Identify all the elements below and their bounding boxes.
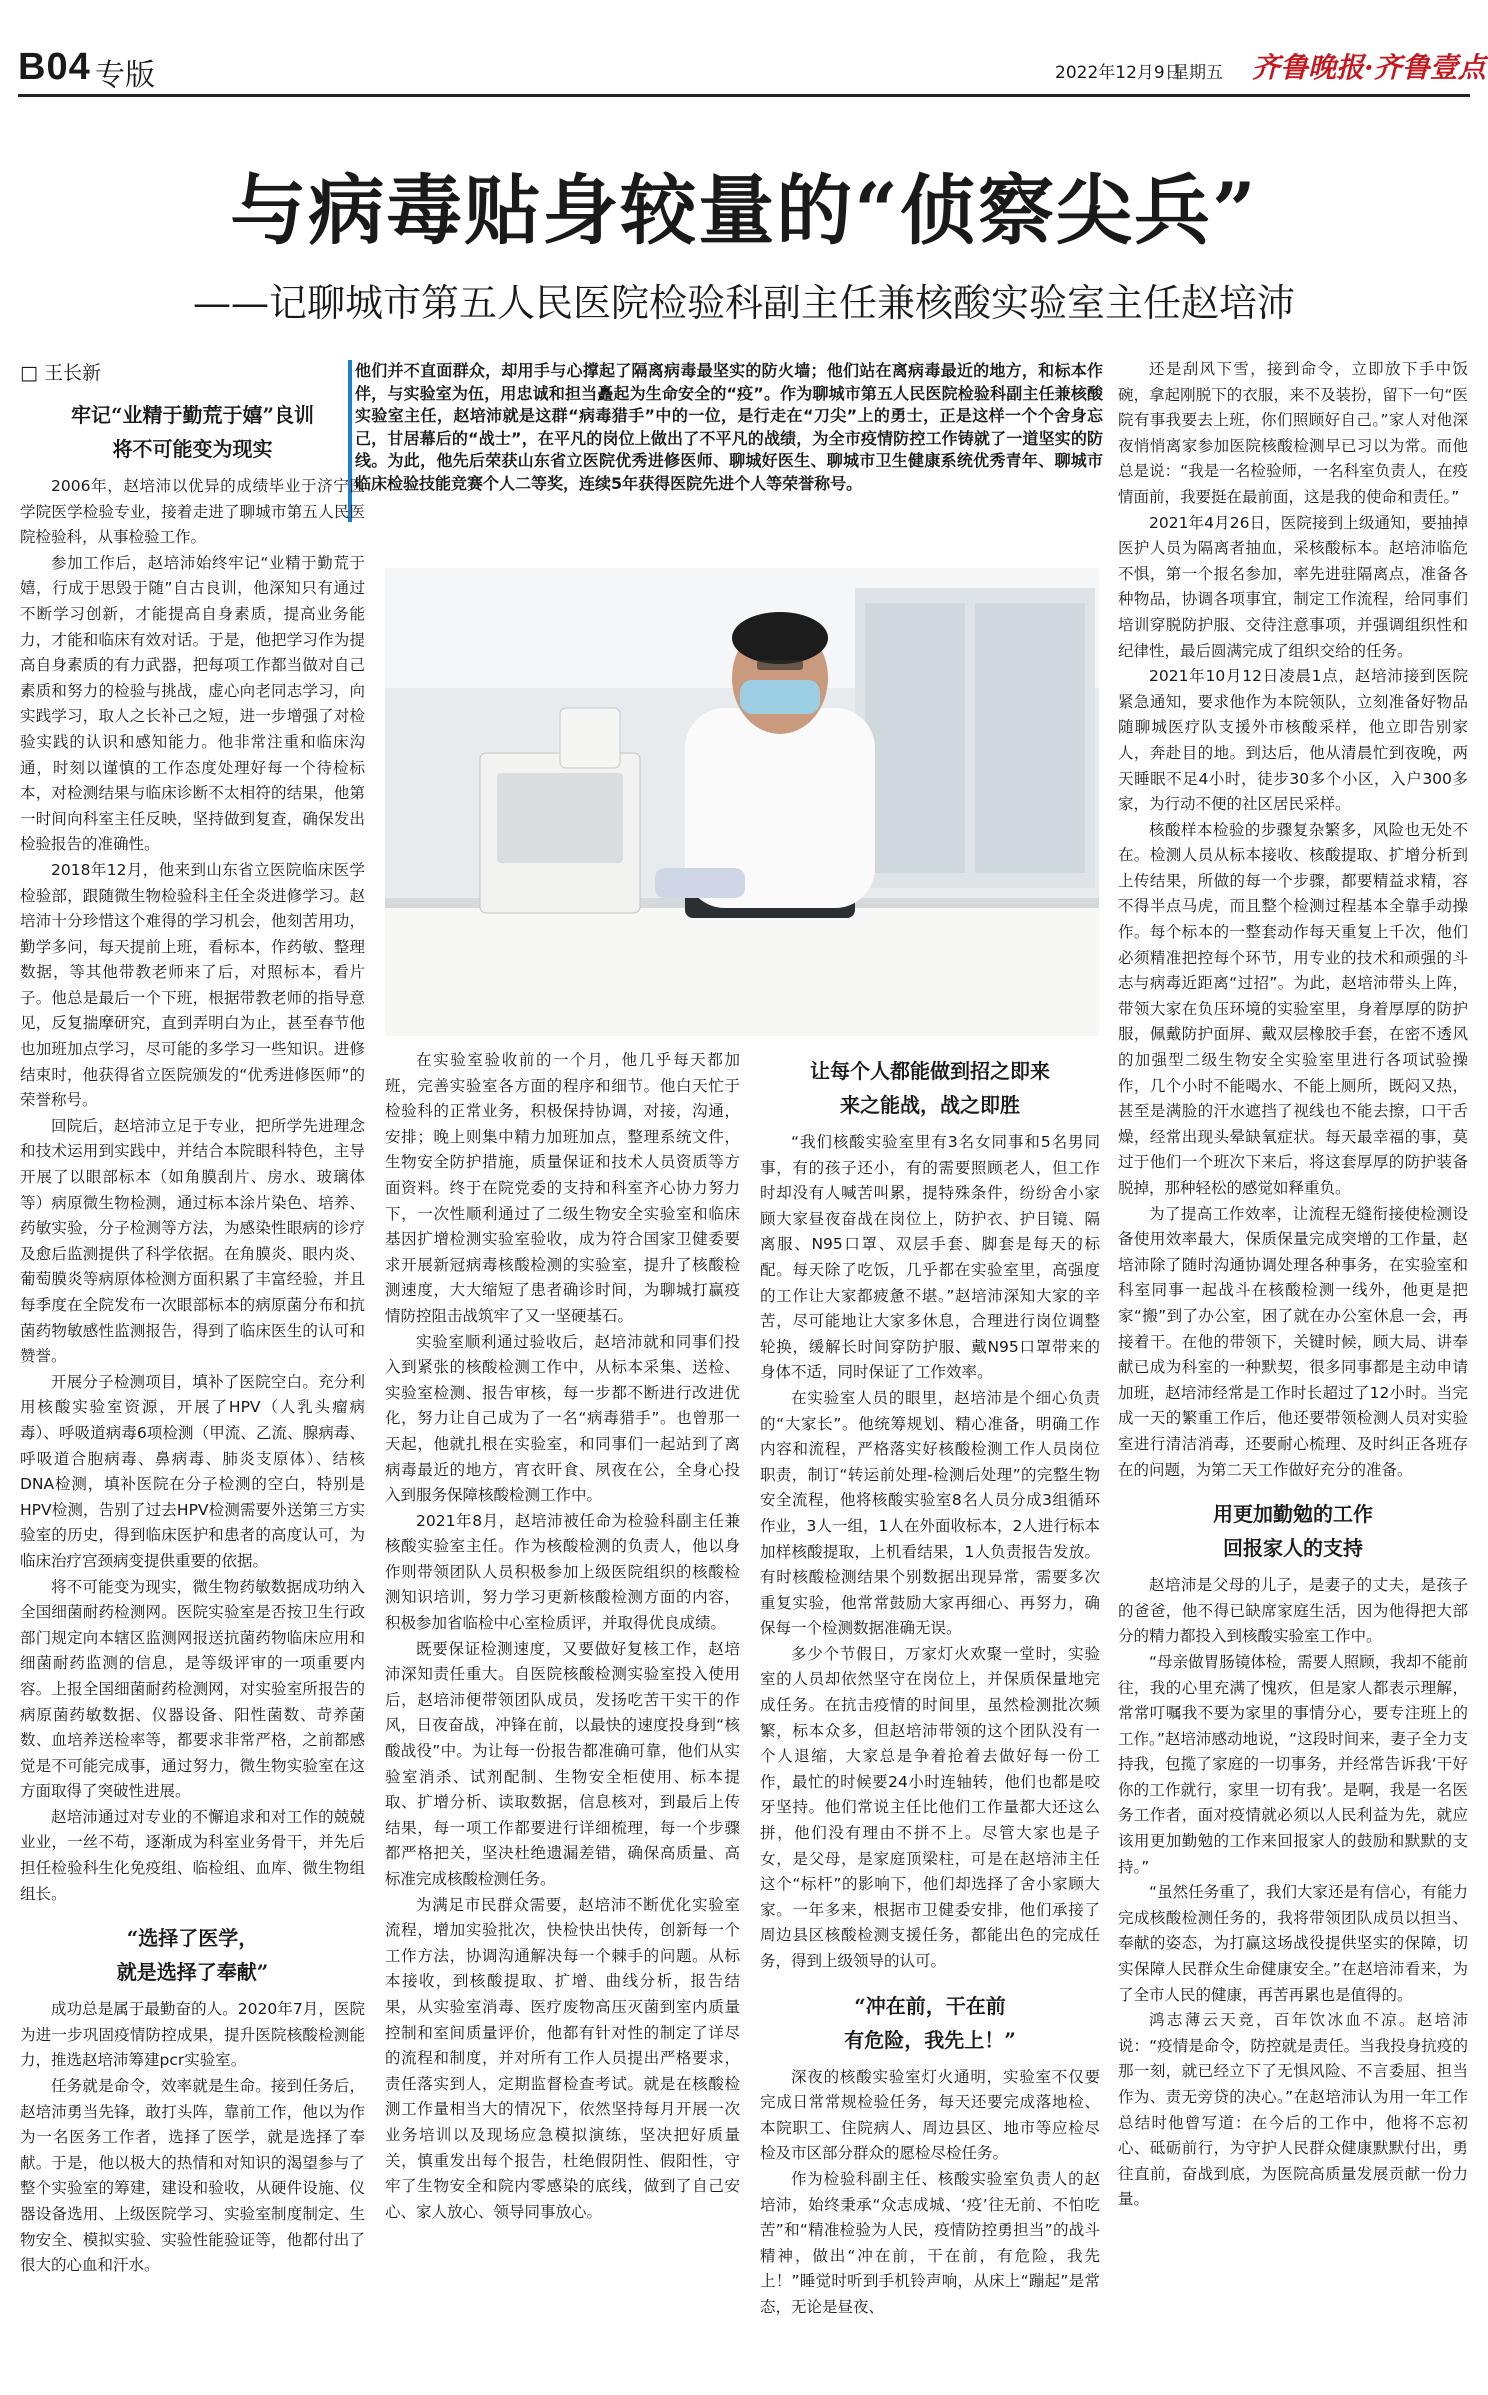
subheading-4: “冲在前，干在前 有危险，我先上！” [844,1993,1016,2052]
paragraph: 还是刮风下雪，接到命令，立即放下手中饭碗，拿起刚脱下的衣服，来不及装扮，留下一句“医院有事我要去上班，你们照顾好自己。”家人对他深夜悄悄离家参加医院核酸检测早已习以为常。而他总是说：“我是一名检验师，一名科室负责人，在疫情面前，我要挺在最前面，这是我的使命和责任。” [1118,360,1468,506]
article-title: 与病毒贴身较量的“侦察尖兵” [230,166,1258,255]
paragraph: 鸿志薄云天竞，百年饮冰血不凉。赵培沛说：“疫情是命令，防控就是责任。当我投身抗疫的那一刻，就已经立下了无惧风险、不言委屈、担当作为、责无旁贷的决心。”在赵培沛认为用一年工作总结时他曾写道：在今后的工作中，他将不忘初心、砥砺前行，为守护人民群众健康默默付出，勇往直前，奋战到底，为医院高质量发展贡献一份力量。 [1118,2011,1468,2209]
column-2-body [385,1048,740,2225]
paragraph: 实验室顺利通过验收后，赵培沛就和同事们投入到紧张的核酸检测工作中，从标本采集、送检、实验室检测、报告审核，每一步都不断进行改进优化，努力让自己成为了一名“病毒猎手”。也曾那一天起，他就扎根在实验室，和同事们一起站到了离病毒最近的地方，宵衣旰食、夙夜在公，全身心投入到服务保障核酸检测工作中。 [385,1332,740,1505]
paragraph: 深夜的核酸实验室灯火通明，实验室不仅要完成日常常规检验任务，每天还要完成落地检、本院职工、住院病人、周边县区、地市等应检尽检及市区部分群众的愿检尽检任务。 [760,2067,1100,2163]
paragraph: 赵培沛是父母的儿子，是妻子的丈夫，是孩子的爸爸，他不得已缺席家庭生活，因为他得把大部分的精力都投入到核酸实验室工作中。 [1118,1576,1468,1646]
paragraph: 2018年12月，他来到山东省立医院临床医学检验部，跟随微生物检验科主任全炎进修学习。赵培沛十分珍惜这个难得的学习机会，他刻苦用功，勤学多问，每天提前上班，看标本，作药敏、整理数据，等其他带教老师来了后，对照标本，看片子。他总是最后一个下班，根据带教老师的指导意见，反复揣摩研究，直到弄明白为止，甚至春节他也加班加点学习，尽可能的多学习一些知识。进修结束时，他获得省立医院颁发的“优秀进修医师”的荣誉称号。 [20,860,365,1110]
paragraph: 成功总是属于最勤奋的人。2020年7月，医院为进一步巩固疫情防控成果，提升医院核酸检测能力，推选赵培沛筹建pcr实验室。 [20,2000,365,2070]
issue-weekday: 星期五 [1172,63,1223,83]
column-3-body [760,1130,1100,1975]
header-rule [18,94,1470,97]
lead-paragraph: 他们并不直面群众，却用手与心撑起了隔离病毒最坚实的防火墙；他们站在离病毒最近的地方，和标本作伴，与实验室为伍，用忠诚和担当矗起为生命安全的“疫”。作为聊城市第五人民医院检验科副主任兼核酸实验室主任，赵培沛就是这群“病毒猎手”中的一位，是行走在“刀尖”上的勇士，正是这样一个个舍身忘己，甘居幕后的“战士”，在平凡的岗位上做出了不平凡的战绩，为全市疫情防控工作铸就了一道坚实的防线。为此，他先后荣获山东省立医院优秀进修医师、聊城好医生、聊城市卫生健康系统优秀青年、聊城市临床检验技能竞赛个人二等奖，连续5年获得医院先进个人等荣誉称号。 [355,361,1103,493]
paragraph: 2021年4月26日，医院接到上级通知，要抽掉医护人员为隔离者抽血，采核酸标本。赵培沛临危不惧，第一个报名参加，率先进驻隔离点，准备各种物品，协调各项事宜，制定工作流程，给同事们培训穿脱防护服、交待注意事项，并强调组织性和纪律性，最后圆满完成了组织交给的任务。 [1118,513,1468,660]
paragraph: 既要保证检测速度，又要做好复核工作，赵培沛深知责任重大。自医院核酸检测实验室投入使用后，赵培沛便带领团队成员，发扬吃苦干实干的作风，日夜奋战，冲锋在前，以最快的速度投身到“核酸战役”中。为让每一份报告都准确可靠，他们从实验室消杀、试剂配制、生物安全柜使用、标本提取、扩增分析、读取数据，信息核对，到最后上传结果，每一项工作都要进行详细梳理，每一个步骤都严格把关，坚决杜绝遗漏差错，确保高质量、高标准完成核酸检测任务。 [385,1639,740,1888]
paragraph: “我们核酸实验室里有3名女同事和5名男同事，有的孩子还小，有的需要照顾老人，但工作时却没有人喊苦叫累，提特殊条件，纷纷舍小家顾大家昼夜奋战在岗位上，防护衣、护目镜、隔离服、N95口罩、双层手套、脚套是每天的标配。每天除了吃饭，几乎都在实验室里，高强度的工作让大家都疲惫不堪。”赵培沛深知大家的辛苦，尽可能地让大家多休息，合理进行岗位调整轮换，缓解长时间穿防护服、戴N95口罩带来的身体不适，同时保证了工作效率。 [760,1133,1100,1382]
paragraph: 多少个节假日，万家灯火欢聚一堂时，实验室的人员却依然坚守在岗位上，并保质保量地完成任务。在抗击疫情的时间里，虽然检测批次频繁，标本众多，但赵培沛带领的这个团队没有一个人退缩，大家总是争着抢着去做好每一份工作，最忙的时候要24小时连轴转，他们也都是咬牙坚持。他们常说主任比他们工作量都大还这么拼，他们没有理由不拼不上。尽管大家也是子女，是父母，是家庭顶梁柱，可是在赵培沛主任这个“标杆”的影响下，他们却选择了舍小家顾大家。一年多来，根据市卫健委安排，他们承接了周边县区核酸检测支援任务，都能出色的完成任务，得到上级领导的认可。 [760,1644,1100,1970]
section-label: 专版 [95,58,155,93]
paragraph: 为了提高工作效率，让流程无缝衔接使检测设备使用效率最大，保质保量完成突增的工作量，赵培沛除了随时沟通协调处理各种事务，在实验室和科室同事一起战斗在核酸检测一线外，他更是把家“搬”到了办公室，困了就在办公室休息一会，再接着干。在他的带领下，关键时候，顾大局、讲奉献已成为科室的一种默契，很多同事都是主动申请加班，赵培沛经常是工作时长超过了12小时。当完成一天的繁重工作后，他还要带领检测人员对实验室进行清洁消毒，还要耐心梳理、及时纠正各班存在的问题，为第二天工作做好充分的准备。 [1118,1204,1468,1479]
subheading-3: 让每个人都能做到招之即来 来之能战，战之即胜 [810,1059,1050,1117]
paragraph: 2021年10月12日凌晨1点，赵培沛接到医院紧急通知，要求他作为本院领队，立刻准备好物品随聊城医疗队支援外市核酸采样，他立即告别家人，奔赴目的地。到达后，他从清晨忙到夜晚，两天睡眠不足4小时，徒步30多个小区，入户300多家，为行动不便的社区居民采样。 [1118,667,1468,814]
paragraph: 回院后，赵培沛立足于专业，把所学先进理念和技术运用到实践中，并结合本院眼科特色，主导开展了以眼部标本（如角膜刮片、房水、玻璃体等）病原微生物检测，通过标本涂片染色、培养、药敏实验，分子检测等方法，为感染性眼病的诊疗及愈后监测提供了科学依据。在角膜炎、眼内炎、葡萄膜炎等病原体检测方面积累了丰富经验，并且每季度在全院发布一次眼部标本的病原菌分布和抗菌药物敏感性监测报告，得到了临床医生的认可和赞誉。 [20,1116,365,1366]
issue-date: 2022年12月9日 [1055,63,1182,83]
paragraph: 为满足市民群众需要，赵培沛不断优化实验室流程，增加实验批次，快检快出快传，创新每一个工作方法，协调沟通解决每一个棘手的问题。从标本接收，到核酸提取、扩增、曲线分析，报告结果，从实验室消毒、医疗废物高压灭菌到室内质量控制和室间质量评价，他都有针对性的制定了详尽的流程和制度，并对所有工作人员提出严格要求，责任落实到人，定期监督检查考试。就是在核酸检测工作量相当大的情况下，依然坚持每月开展一次业务培训以及现场应急模拟演练，坚决把好质量关，慎重发出每个报告，杜绝假阴性、假阳性，守牢了生物安全和院内零感染的底线，做到了自己安心、家人放心、领导同事放心。 [385,1895,740,2221]
lab-technician-microscope-photo [385,568,1099,1036]
paragraph: 在实验室验收前的一个月，他几乎每天都加班，完善实验室各方面的程序和细节。他白天忙于检验科的正常业务，积极保持协调，对接，沟通，安排；晚上则集中精力加班加点，整理系统文件，生物安全防护措施，质量保证和技术人员资质等方面资料。终于在院党委的支持和科室齐心协力努力下，一次性顺利通过了二级生物安全实验室和临床基因扩增检测实验室验收，成为符合国家卫健委要求开展新冠病毒核酸检测的实验室，提升了核酸检测速度，大大缩短了患者确诊时间，为聊城打赢疫情防控阻击战筑牢了又一坚硬基石。 [385,1051,740,1325]
paragraph: 2006年，赵培沛以优异的成绩毕业于济宁医学院医学检验专业，接着走进了聊城市第五人民医院检验科，从事检验工作。 [20,477,365,547]
paragraph: 开展分子检测项目，填补了医院空白。充分利用核酸实验室资源，开展了HPV（人乳头瘤病毒）、呼吸道病毒6项检测（甲流、乙流、腺病毒、呼吸道合胞病毒、鼻病毒、肺炎支原体）、结核DNA检测，填补医院在分子检测的空白，特别是HPV检测，告别了过去HPV检测需要外送第三方实验室的历史，得到临床医护和患者的高度认可，为临床治疗宫颈病变提供重要的依据。 [20,1372,365,1570]
column-4 [1118,357,1468,2213]
column-1-body [20,474,365,1907]
newspaper-logo: 齐鲁晚报·齐鲁壹点 [1252,51,1486,84]
paragraph: 作为检验科副主任、核酸实验室负责人的赵培沛，始终秉承“众志成城、‘疫’往无前、不怕吃苦”和“精准检验为人民，疫情防控勇担当”的战斗精神，做出“冲在前，干在前，有危险，我先上！”睡觉时听到手机铃声响，从床上“蹦起”是常态，无论是昼夜、 [760,2169,1100,2316]
paragraph: 在实验室人员的眼里，赵培沛是个细心负责的“大家长”。他统筹规划、精心准备，明确工作内容和流程，严格落实好核酸检测工作人员岗位职责，制订“转运前处理-检测后处理”的完整生物安全流程，他将核酸实验室8名人员分成3组循环作业，3人一组，1人在外面收标本，2人进行标本加样核酸提取，上机看结果，1人负责报告发放。有时核酸检测结果个别数据出现异常，需要多次重复实验，他常常鼓励大家再细心、再努力，确保每一个检测数据准确无误。 [760,1388,1100,1638]
column-2 [385,1048,740,2225]
page-number: B04 [18,46,91,88]
subheading-2: “选择了医学， 就是选择了奉献” [116,1926,269,1985]
paragraph: 2021年8月，赵培沛被任命为检验科副主任兼核酸实验室主任。作为核酸检测的负责人，他以身作则带领团队人员积极参加上级医院组织的核酸检测知识培训，努力学习更新核酸检测方面的内容，积极参加省临检中心室检质评，并取得优良成绩。 [385,1511,740,1633]
article-subtitle: ——记聊城市第五人民医院检验科副主任兼核酸实验室主任赵培沛 [192,281,1295,325]
column-1 [20,392,365,2279]
column-4-body-2 [1118,1573,1468,2213]
column-3 [760,1048,1100,2321]
page-header [0,0,1488,100]
paragraph: 赵培沛通过对专业的不懈追求和对工作的兢兢业业，一丝不苟，逐渐成为科室业务骨干，并先后担任检验科生化免疫组、临检组、血库、微生物组组长。 [20,1807,365,1903]
subheading-5: 用更加勤勉的工作 回报家人的支持 [1213,1502,1373,1561]
column-1-body-2 [20,1997,365,2279]
column-4-body [1118,357,1468,1483]
paragraph: 参加工作后，赵培沛始终牢记“业精于勤荒于嬉，行成于思毁于随”自古良训，他深知只有通过不断学习创新，才能提高自身素质，提高业务能力，才能和临床有效对话。于是，他把学习作为提高自身素质的有力武器，把每项工作都当做对自己素质和努力的检验与挑战，虚心向老同志学习，向实践学习，取人之长补己之短，进一步增强了对检验实践的认识和感知能力。他非常注重和临床沟通，时刻以谨慎的工作态度处理好每一个待检标本，对检测结果与临床诊断不太相符的结果，他第一时间向科室主任反映，坚持做到复查，确保发出检验报告的准确性。 [20,553,365,854]
article-photo [385,568,1099,1036]
paragraph: “虽然任务重了，我们大家还是有信心，有能力完成核酸检测任务的，我将带领团队成员以担当、奉献的姿态，为打赢这场战役提供坚实的保障，切实保障人民群众生命健康安全。”在赵培沛看来，为了全市人民的健康，再苦再累也是值得的。 [1118,1883,1468,2004]
subheading-1: 牢记“业精于勤荒于嬉”良训 将不可能变为现实 [70,403,314,461]
paragraph: 任务就是命令，效率就是生命。接到任务后，赵培沛勇当先锋，敢打头阵，靠前工作，他以为作为一名医务工作者，选择了医学，就是选择了奉献。于是，他以极大的热情和对知识的渴望参与了整个实验室的筹建，建设和验收，从硬件设施、仪器设备选用、上级医院学习、实验室制度制定、生物安全、模拟实验、实验性能验证等，他都付出了很大的心血和汗水。 [20,2077,365,2275]
paragraph: 将不可能变为现实，微生物药敏数据成功纳入全国细菌耐药检测网。医院实验室是否按卫生行政部门规定向本辖区监测网报送抗菌药物临床应用和细菌耐药监测的信息，是等级评审的一项重要内容。上报全国细菌耐药检测网，对实验室所报告的病原菌药敏数据、仪器设备、阳性菌数、苛养菌数、血培养送检率等，都要求非常严格，之前都感觉是不可能完成事，通过努力，微生物实验室在这方面取得了突破性进展。 [20,1577,365,1801]
paragraph: “母亲做胃肠镜体检，需要人照顾，我却不能前往，我的心里充满了愧疚，但是家人都表示理解，常常叮嘱我不要为家里的事情分心，要专注班上的工作。”赵培沛感动地说，“这段时间来，妻子全力支持我，包揽了家庭的一切事务，并经常告诉我‘干好你的工作就行，家里一切有我’。是啊，我是一名医务工作者，面对疫情就必须以人民利益为先，就应该用更加勤勉的工作来回报家人的鼓励和默默的支持。” [1118,1652,1468,1876]
column-3-body-2 [760,2065,1100,2321]
paragraph: 核酸样本检验的步骤复杂繁多，风险也无处不在。检测人员从标本接收、核酸提取、扩增分析到上传结果，所做的每一个步骤，都要精益求精，容不得半点马虎，而且整个检测过程基本全靠手动操作。每个标本的一整套动作每天重复上千次，他们必须精准把控每个环节，用专业的技术和顽强的斗志与病毒近距离“过招”。为此，赵培沛带头上阵，带领大家在负压环境的实验室里，身着厚厚的防护服，佩戴防护面屏、戴双层橡胶手套，在密不透风的加强型二级生物安全实验室里进行各项试验操作，几个小时不能喝水、不能上厕所，既闷又热，甚至是满脸的汗水遮挡了视线也不能去擦，口干舌燥，经常出现头晕缺氧症状。每天最幸福的事，莫过于他们一个班次下来后，将这套厚厚的防护装备脱掉，那种轻松的感觉如释重负。 [1118,820,1468,1197]
byline: □ 王长新 [20,362,101,384]
